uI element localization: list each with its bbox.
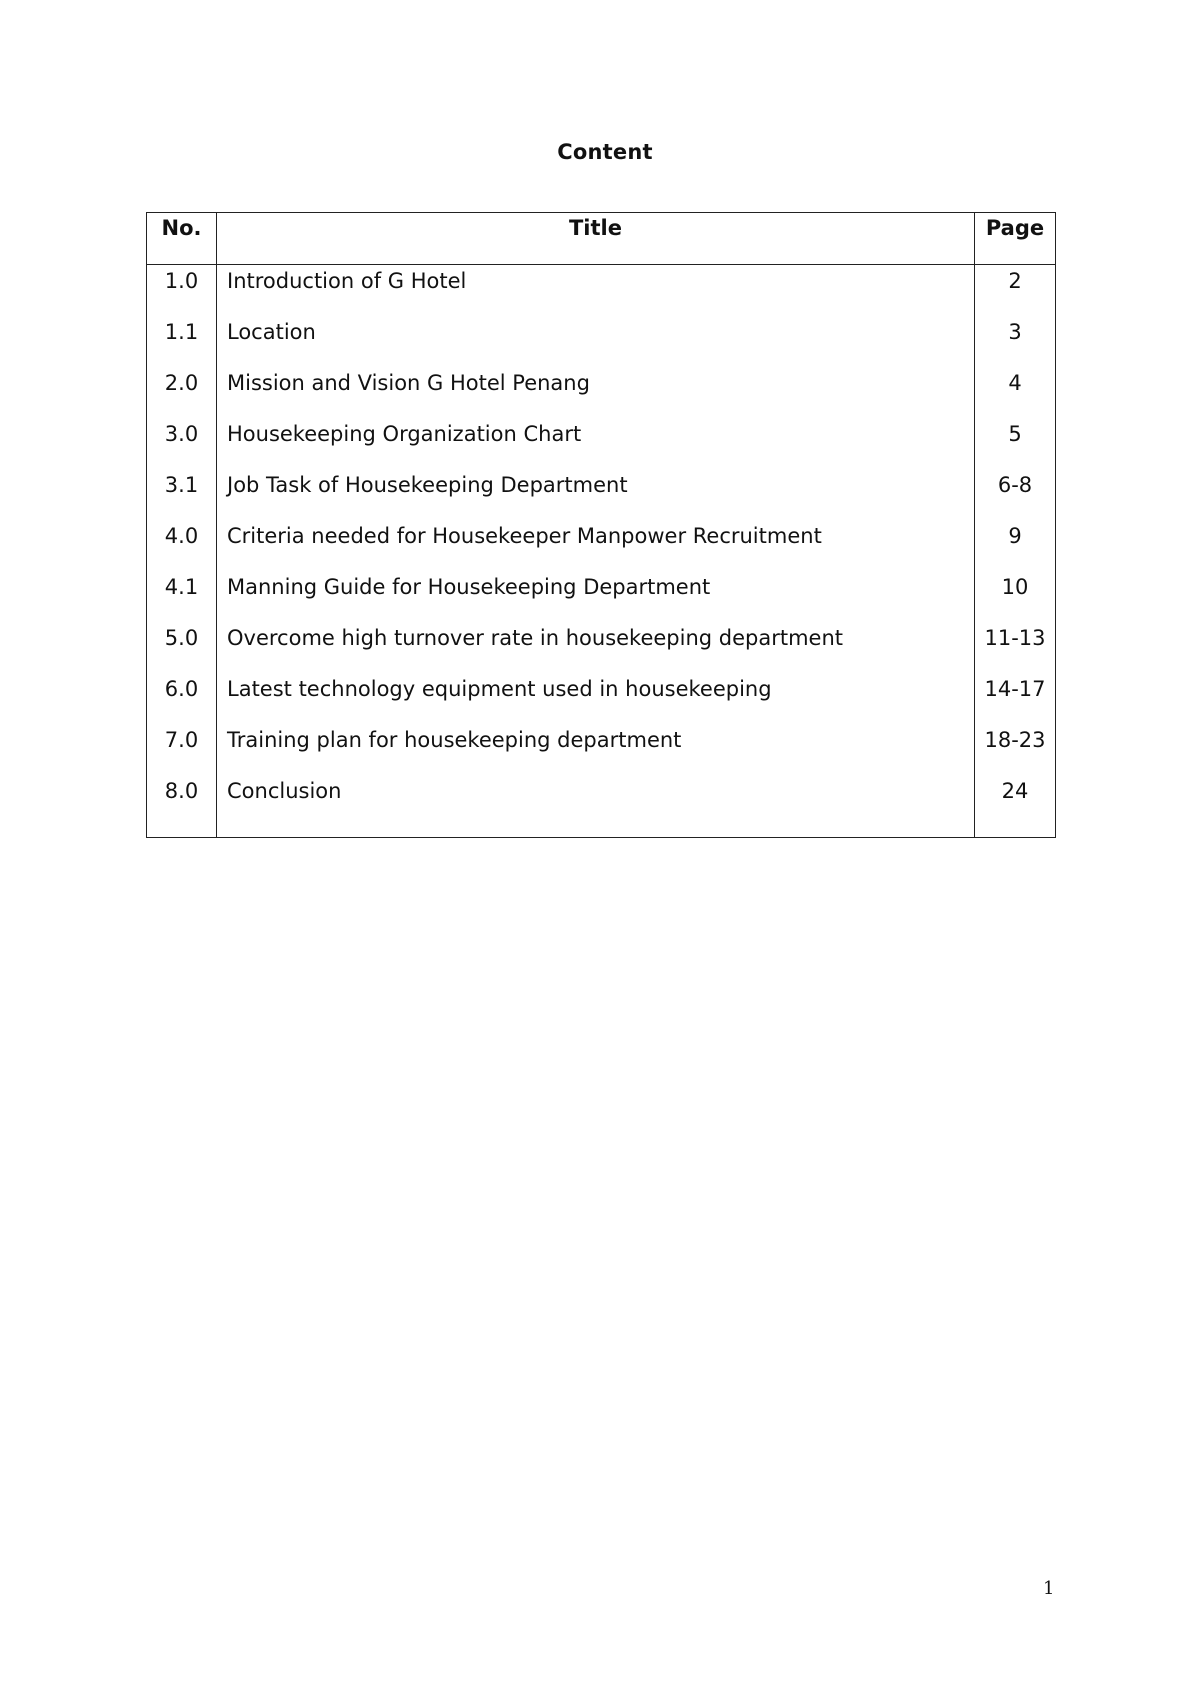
row-number: 6.0	[164, 677, 199, 701]
header-page	[975, 213, 1056, 265]
header-title	[217, 213, 975, 265]
row-title-cell	[217, 418, 975, 469]
row-number: 4.1	[164, 575, 199, 599]
row-title-cell	[217, 571, 975, 622]
row-page: 10	[1001, 575, 1029, 599]
table-header	[147, 213, 1056, 265]
row-number: 5.0	[164, 626, 199, 650]
row-title-cell	[217, 724, 975, 775]
row-number-cell	[147, 775, 217, 838]
row-page-cell	[975, 367, 1056, 418]
row-title-cell	[217, 316, 975, 367]
row-title-cell	[217, 673, 975, 724]
header-title-label: Title	[568, 216, 622, 240]
row-number-cell	[147, 571, 217, 622]
row-title: Introduction of G Hotel	[227, 269, 467, 293]
row-page: 14-17	[984, 677, 1046, 701]
row-number: 2.0	[164, 371, 199, 395]
row-number-cell	[147, 316, 217, 367]
header-no-label: No.	[161, 216, 202, 240]
header-no	[147, 213, 217, 265]
row-number-cell	[147, 520, 217, 571]
row-title: Job Task of Housekeeping Department	[227, 473, 628, 497]
table-row	[147, 673, 1056, 724]
page-number: 1	[1043, 1578, 1055, 1599]
table-row	[147, 418, 1056, 469]
row-page-cell	[975, 316, 1056, 367]
row-page: 4	[1008, 371, 1022, 395]
row-title: Manning Guide for Housekeeping Department	[227, 575, 711, 599]
row-page-cell	[975, 673, 1056, 724]
row-title: Latest technology equipment used in housekeeping	[227, 677, 772, 701]
row-page: 24	[1001, 779, 1029, 803]
page-title: Content	[557, 140, 653, 164]
table-row	[147, 367, 1056, 418]
row-page-cell	[975, 622, 1056, 673]
row-page-cell	[975, 520, 1056, 571]
table-row	[147, 724, 1056, 775]
row-number: 1.1	[164, 320, 199, 344]
row-title: Location	[227, 320, 316, 344]
table-row	[147, 622, 1056, 673]
table-of-contents	[146, 212, 1056, 838]
table-row	[147, 316, 1056, 367]
row-title-cell	[217, 622, 975, 673]
table-row	[147, 469, 1056, 520]
row-number-cell	[147, 418, 217, 469]
row-page: 3	[1008, 320, 1022, 344]
row-page-cell	[975, 724, 1056, 775]
row-title: Training plan for housekeeping department	[227, 728, 682, 752]
row-number: 8.0	[164, 779, 199, 803]
row-title: Conclusion	[227, 779, 342, 803]
row-title-cell	[217, 367, 975, 418]
row-number: 7.0	[164, 728, 199, 752]
table-row	[147, 775, 1056, 838]
row-number-cell	[147, 469, 217, 520]
row-number-cell	[147, 622, 217, 673]
row-page: 2	[1008, 269, 1022, 293]
row-page: 18-23	[984, 728, 1046, 752]
table-body	[147, 265, 1056, 838]
row-number: 4.0	[164, 524, 199, 548]
row-title: Mission and Vision G Hotel Penang	[227, 371, 590, 395]
row-page-cell	[975, 775, 1056, 838]
row-number: 1.0	[164, 269, 199, 293]
table-row	[147, 265, 1056, 317]
row-title: Overcome high turnover rate in housekeeping department	[227, 626, 844, 650]
row-page-cell	[975, 265, 1056, 317]
row-title-cell	[217, 775, 975, 838]
table-row	[147, 520, 1056, 571]
row-page-cell	[975, 418, 1056, 469]
row-page: 11-13	[984, 626, 1046, 650]
row-number: 3.0	[164, 422, 199, 446]
row-number-cell	[147, 265, 217, 317]
row-page-cell	[975, 571, 1056, 622]
table-row	[147, 571, 1056, 622]
row-number-cell	[147, 367, 217, 418]
row-number-cell	[147, 724, 217, 775]
row-title-cell	[217, 520, 975, 571]
header-row	[147, 213, 1056, 265]
row-page: 6-8	[997, 473, 1033, 497]
row-title: Criteria needed for Housekeeper Manpower Recruitment	[227, 524, 822, 548]
row-title: Housekeeping Organization Chart	[227, 422, 582, 446]
row-number-cell	[147, 673, 217, 724]
header-page-label: Page	[985, 216, 1045, 240]
row-page-cell	[975, 469, 1056, 520]
row-title-cell	[217, 265, 975, 317]
row-page: 5	[1008, 422, 1022, 446]
row-page: 9	[1008, 524, 1022, 548]
row-number: 3.1	[164, 473, 199, 497]
row-title-cell	[217, 469, 975, 520]
